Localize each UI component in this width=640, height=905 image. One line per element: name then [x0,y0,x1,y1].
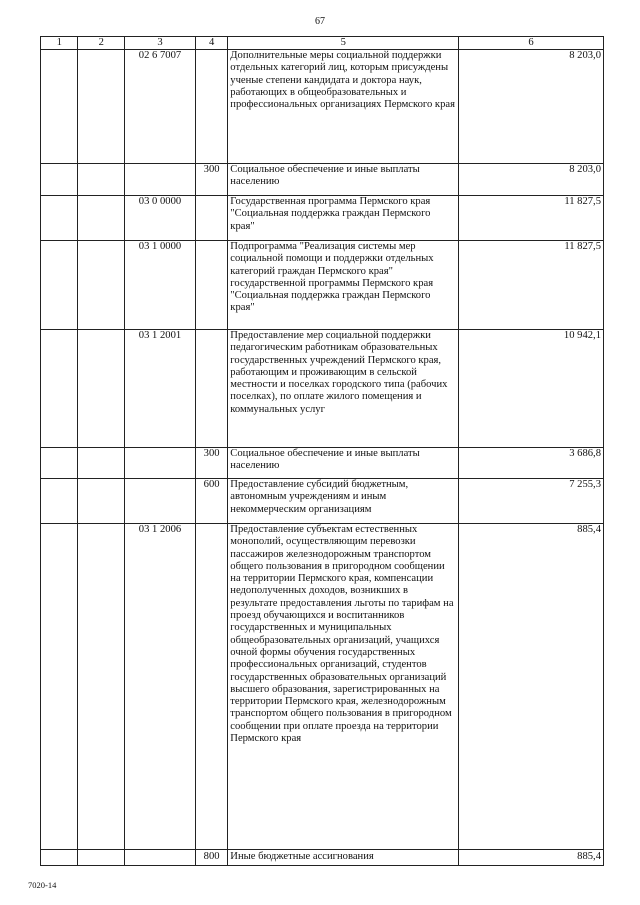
target-code-cell: 03 0 0000 [125,196,196,241]
footer-document-code: 7020-14 [28,880,57,890]
table-row [41,50,604,164]
description-cell: Иные бюджетные ассигнования [228,850,459,866]
amount-cell: 8 203,0 [459,50,604,164]
description-cell: Социальное обеспечение и иные выплаты населению [228,448,459,479]
expense-type-cell: 300 [195,448,227,479]
target-code-cell [125,448,196,479]
description-cell: Предоставление мер социальной поддержки педагогическим работникам образовательных государственных учреждений Пермского края, работающим и проживающим в сельской местности и поселках городского типа (рабочих поселках), по оплате жилого помещения и коммунальных услуг [228,330,459,448]
col2-cell [78,50,125,164]
col1-cell [41,524,78,850]
expense-type-cell: 600 [195,479,227,524]
table-row [41,524,604,850]
expense-type-cell [195,524,227,850]
table-row [41,330,604,448]
table-row [41,850,604,866]
expense-type-cell: 300 [195,164,227,196]
target-code-cell: 03 1 2006 [125,524,196,850]
description-cell: Государственная программа Пермского края "Социальная поддержка граждан Пермского края" [228,196,459,241]
expense-type-cell [195,241,227,330]
col1-cell [41,850,78,866]
col2-cell [78,479,125,524]
col1-cell [41,50,78,164]
col2-cell [78,524,125,850]
header-cell: 4 [195,37,227,50]
table-row [41,196,604,241]
col2-cell [78,164,125,196]
target-code-cell [125,479,196,524]
table-row [41,241,604,330]
col2-cell [78,850,125,866]
col1-cell [41,196,78,241]
header-cell: 6 [459,37,604,50]
col2-cell [78,241,125,330]
description-cell: Предоставление субсидий бюджетным, автономным учреждениям и иным некоммерческим организациям [228,479,459,524]
header-cell: 5 [228,37,459,50]
col2-cell [78,196,125,241]
col2-cell [78,330,125,448]
target-code-cell: 03 1 0000 [125,241,196,330]
target-code-cell: 03 1 2001 [125,330,196,448]
amount-cell: 7 255,3 [459,479,604,524]
amount-cell: 10 942,1 [459,330,604,448]
header-cell: 2 [78,37,125,50]
expense-type-cell: 800 [195,850,227,866]
header-cell: 3 [125,37,196,50]
amount-cell: 8 203,0 [459,164,604,196]
table-row [41,164,604,196]
table-row [41,448,604,479]
col1-cell [41,164,78,196]
budget-table [40,36,604,866]
header-row [41,37,604,50]
col1-cell [41,241,78,330]
expense-type-cell [195,330,227,448]
target-code-cell [125,164,196,196]
target-code-cell: 02 6 7007 [125,50,196,164]
expense-type-cell [195,50,227,164]
amount-cell: 885,4 [459,850,604,866]
description-cell: Дополнительные меры социальной поддержки отдельных категорий лиц, которым присуждены ученые степени кандидата и доктора наук, работающих в общеобразовательных и профессиональных организациях Пермского края [228,50,459,164]
header-cell: 1 [41,37,78,50]
target-code-cell [125,850,196,866]
expense-type-cell [195,196,227,241]
description-cell: Предоставление субъектам естественных монополий, осуществляющим перевозки пассажиров железнодорожным транспортом общего пользования в пригородном сообщении на территории Пермского края, компенсации недополученных доходов, возникших в результате предоставления льготы по тарифам на проезд обучающихся и воспитанников государственных и муниципальных общеобразовательных организаций, учащихся очной формы обучения государственных профессиональных организаций, студентов государственных образовательных организаций высшего образования, зарегистрированных на территории Пермского края, железнодорожным транспортом общего пользования в пригородном сообщении при оплате проезда на территории Пермского края [228,524,459,850]
description-cell: Социальное обеспечение и иные выплаты населению [228,164,459,196]
amount-cell: 885,4 [459,524,604,850]
amount-cell: 3 686,8 [459,448,604,479]
amount-cell: 11 827,5 [459,196,604,241]
col2-cell [78,448,125,479]
table-row [41,479,604,524]
col1-cell [41,448,78,479]
amount-cell: 11 827,5 [459,241,604,330]
col1-cell [41,479,78,524]
page-number: 67 [315,16,325,27]
col1-cell [41,330,78,448]
description-cell: Подпрограмма "Реализация системы мер социальной помощи и поддержки отдельных категорий граждан Пермского края" государственной программы Пермского края "Социальная поддержка граждан Пермского края" [228,241,459,330]
